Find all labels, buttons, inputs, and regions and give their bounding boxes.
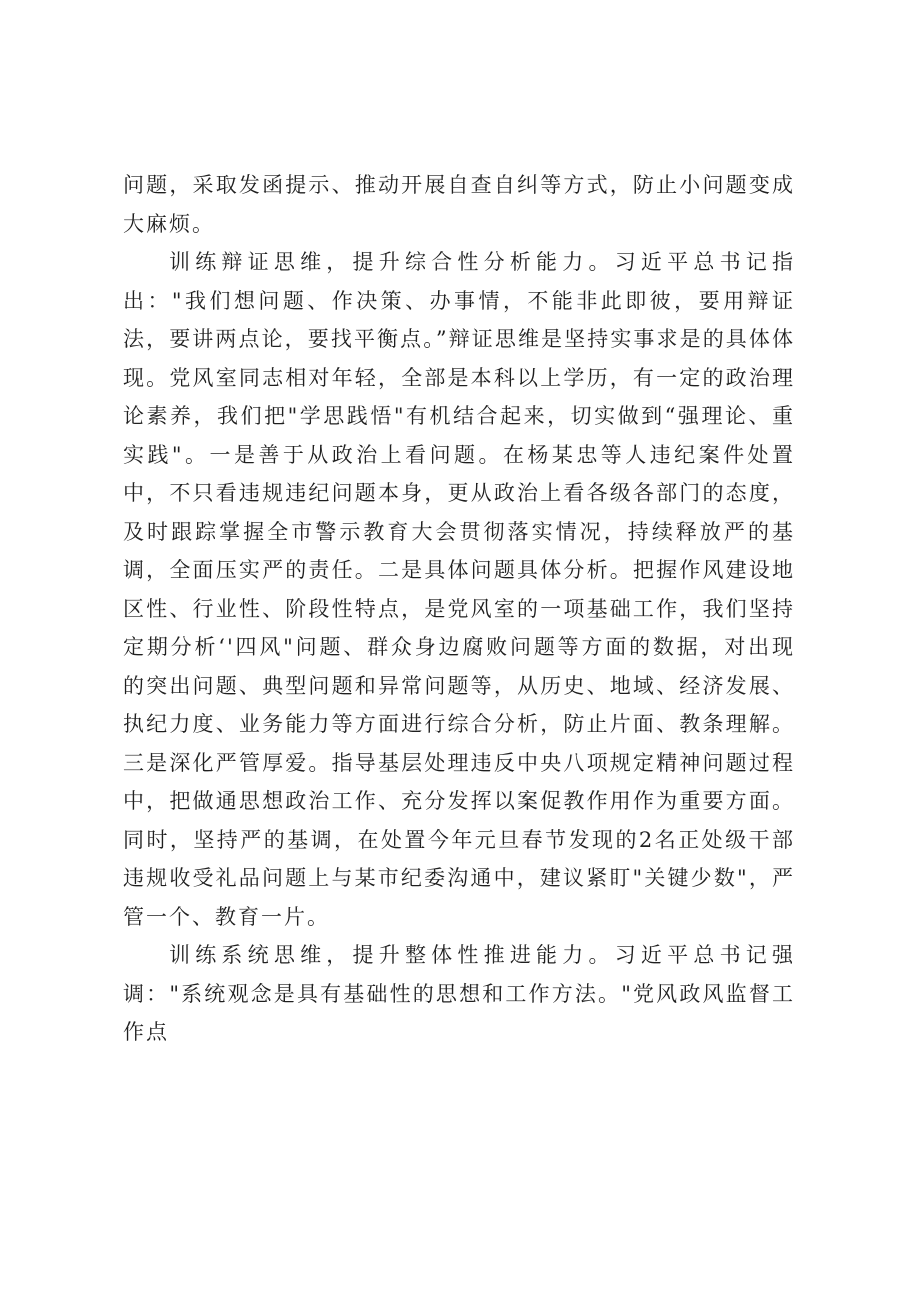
paragraph-systems-thinking: 训练系统思维，提升整体性推进能力。习近平总书记强调："系统观念是具有基础性的思想和工作方法。"党风政风监督工作点: [123, 943, 795, 1044]
document-body: [123, 166, 795, 1052]
paragraph-continuation: 问题，采取发函提示、推动开展自查自纠等方式，防止小问题变成大麻烦。: [123, 173, 795, 236]
paragraph-dialectical-thinking: 训练辩证思维，提升综合性分析能力。习近平总书记指出："我们想问题、作决策、办事情，不能非此即彼，要用辩证法，要讲两点论，要找平衡点。”辩证思维是坚持实事求是的具体体现。党风室同志相对年轻，全部是本科以上学历，有一定的政治理论素养，我们把"学思践悟"有机结合起来，切实做到“强理论、重实践"。一是善于从政治上看问题。在杨某忠等人违纪案件处置中，不只看违规违纪问题本身，更从政治上看各级各部门的态度，及时跟踪掌握全市警示教育大会贯彻落实情况，持续释放严的基调，全面压实严的责任。二是具体问题具体分析。把握作风建设地区性、行业性、阶段性特点，是党风室的一项基础工作，我们坚持定期分析‘'四风"问题、群众身边腐败问题等方面的数据，对出现的突出问题、典型问题和异常问题等，从历史、地域、经济发展、执纪力度、业务能力等方面进行综合分析，防止片面、教条理解。三是深化严管厚爱。指导基层处理违反中央八项规定精神问题过程中，把做通思想政治工作、充分发挥以案促教作用作为重要方面。同时，坚持严的基调，在处置今年元旦春节发现的2名正处级干部违规收受礼品问题上与某市纪委沟通中，建议紧盯"关键少数"，严管一个、教育一片。: [123, 250, 795, 929]
